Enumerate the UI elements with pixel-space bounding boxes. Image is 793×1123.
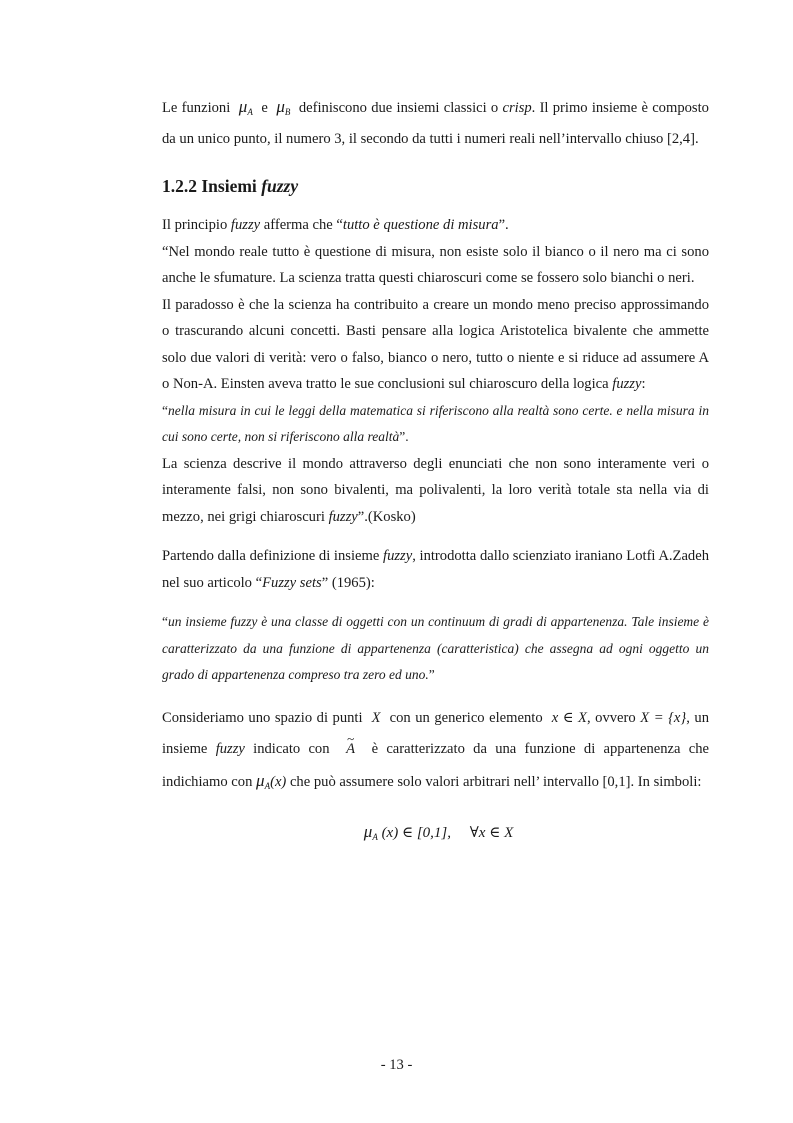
subscript: B (284, 107, 291, 117)
paragraph-principle (162, 212, 709, 239)
text: La scienza descrive il mondo attraverso degli enunciati che non sono interamente veri o interamente falsi, non sono bivalenti, ma polivalenti, la loro verità totale sta nella via di mezzo, nei grigi chiaroscuri (162, 455, 709, 525)
paragraph-real-world: “Nel mondo reale tutto è questione di misura, non esiste solo il bianco o il nero ma ci sono anche le sfumature. La scienza tratta questi chiaroscuri come se fossero solo bianchi o neri. (162, 243, 709, 286)
italic-term: fuzzy (215, 740, 245, 757)
text: Il paradosso è che la scienza ha contribuito a creare un mondo meno preciso approssimando o trascurando alcuni concetti. Basti pensare alla logica Aristotelica bivalente che ammette solo due valori di verità: vero o falso, bianco o nero, tutto o niente e si riduce ad assumere A o Non-A. Einsten aveva tratto le sue conclusioni sul chiaroscuro della logica (162, 296, 709, 392)
text: definiscono due insiemi classici o (298, 100, 499, 116)
math-element: x ∈ X (551, 709, 587, 726)
quote-mark: “ (162, 402, 168, 418)
mu-symbol: μ (256, 770, 265, 790)
text: Consideriamo uno spazio di punti (162, 709, 363, 726)
formula-forall: ∀x ∈ X (469, 824, 514, 841)
italic-title: Fuzzy sets (262, 574, 322, 591)
section-title-italic: fuzzy (261, 176, 299, 196)
quote-mark: ”. (399, 429, 409, 444)
text: , introdotta dallo scienziato iraniano Lotfi A.Zadeh nel suo articolo “ (162, 548, 710, 591)
quote-definition (162, 609, 709, 689)
text: ” (1965): (321, 574, 375, 591)
text: : (641, 376, 646, 392)
paragraph-science (162, 451, 709, 531)
italic-term: fuzzy (230, 217, 261, 233)
text: che può assumere solo valori arbitrari nell’ intervallo [0,1]. In simboli: (289, 773, 702, 790)
subscript: A (372, 831, 378, 842)
mu-symbol: μ (276, 97, 285, 116)
text: e (261, 100, 268, 116)
paragraph-zadeh (162, 543, 709, 596)
text: Le funzioni (162, 100, 231, 116)
text: ”.(Kosko) (357, 508, 416, 525)
text: ”. (498, 217, 509, 233)
math-set: X = {x} (640, 709, 687, 726)
italic-quote: nella misura in cui le leggi della matematica si riferiscono alla realtà sono certe. e nella misura in cui sono certe, non si riferiscono alla realtà (162, 402, 709, 444)
section-heading (162, 174, 709, 198)
mu-symbol: μ (238, 97, 248, 116)
formula-membership (162, 822, 709, 842)
math-mu-a (235, 97, 258, 117)
text: indicato con (253, 740, 330, 757)
italic-term: fuzzy (383, 548, 413, 564)
italic-quote: un insieme fuzzy è una classe di oggetti con un continuum di gradi di appartenenza. Tale insieme è caratterizzato da una funzione di appartenenza (caratteristica) che assegna ad ogni oggetto un grado di appartenenza compreso tra zero ed uno. (162, 614, 709, 682)
text: è caratterizzato da una funzione di appartenenza che indichiamo con (162, 740, 710, 790)
paragraph-definition (162, 703, 709, 802)
text: Partendo dalla definizione di insieme (162, 548, 380, 564)
text: . Il primo insieme è composto da un unico punto, il numero 3, il secondo da tutti i numeri reali nell’intervallo chiuso [2,4]. (162, 100, 709, 147)
subscript: A (247, 107, 253, 117)
math-mu-a-x (256, 770, 287, 791)
subscript: A (264, 780, 271, 791)
math-mu-b (272, 97, 295, 117)
math-x: X (371, 709, 381, 726)
text: con un generico elemento (389, 709, 543, 726)
quote-einstein (162, 398, 709, 451)
page-body (162, 94, 709, 842)
italic-term: crisp (502, 100, 532, 116)
text: Il principio (162, 217, 228, 233)
mu-symbol: μ (363, 821, 373, 841)
italic-term: fuzzy (328, 508, 358, 525)
text: afferma che “ (263, 217, 343, 233)
quote-mark: ” (428, 667, 435, 682)
text: , un insieme (162, 709, 710, 757)
page-number: - 13 - (380, 1057, 413, 1073)
intro-paragraph (162, 94, 709, 152)
argument: (x) (270, 773, 287, 790)
section-number: 1.2.2 Insiemi (162, 176, 257, 196)
formula-range: (x) ∈ [0,1], (381, 824, 451, 841)
text: , ovvero (586, 709, 636, 726)
quote-mark: “ (162, 614, 168, 629)
italic-term: fuzzy (612, 376, 642, 392)
italic-quote: tutto è questione di misura (342, 217, 499, 233)
paragraph-paradox (162, 292, 709, 398)
math-a-tilde: ~ A (346, 734, 355, 765)
